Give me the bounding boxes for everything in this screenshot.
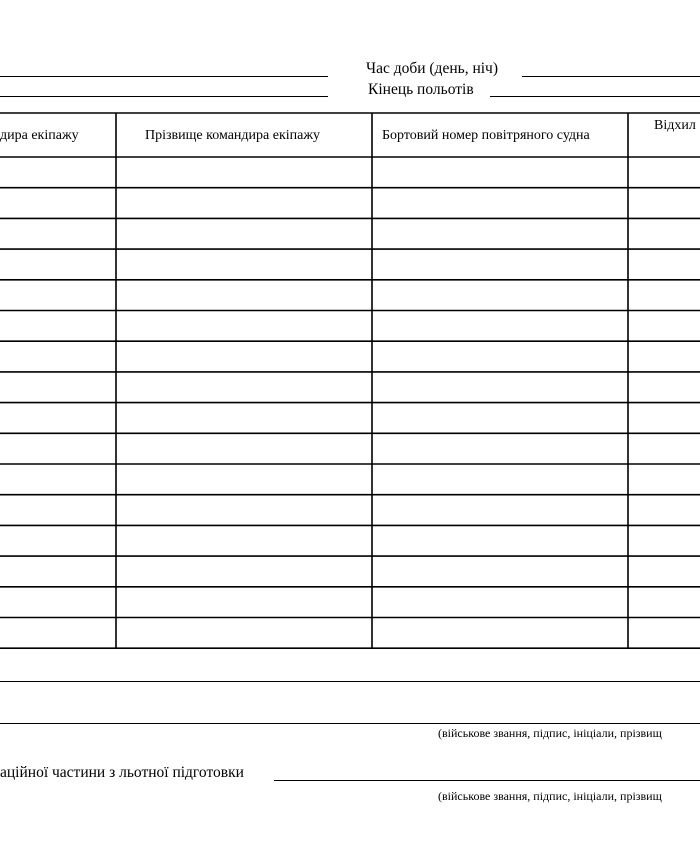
end-of-flights-label: Кінець польотів (368, 81, 474, 98)
column-header-deviation: Відхил (654, 118, 696, 133)
footer-line-2[interactable] (0, 723, 700, 724)
column-header-tail-number: Бортовий номер повітряного судна (382, 128, 590, 143)
signature-caption-1: (військове звання, підпис, ініціали, прізвищ (438, 726, 662, 740)
flight-training-label: аційної частини з льотної підготовки (0, 764, 244, 781)
signature-caption-2: (військове звання, підпис, ініціали, прізвищ (438, 789, 662, 803)
column-header-commander-surname: Прізвище командира екіпажу (145, 128, 321, 143)
column-header-commander-role: дира екіпажу (0, 128, 79, 143)
footer-line-1[interactable] (0, 681, 700, 682)
time-of-day-label: Час доби (день, ніч) (366, 60, 498, 77)
flight-training-field[interactable] (274, 780, 700, 781)
